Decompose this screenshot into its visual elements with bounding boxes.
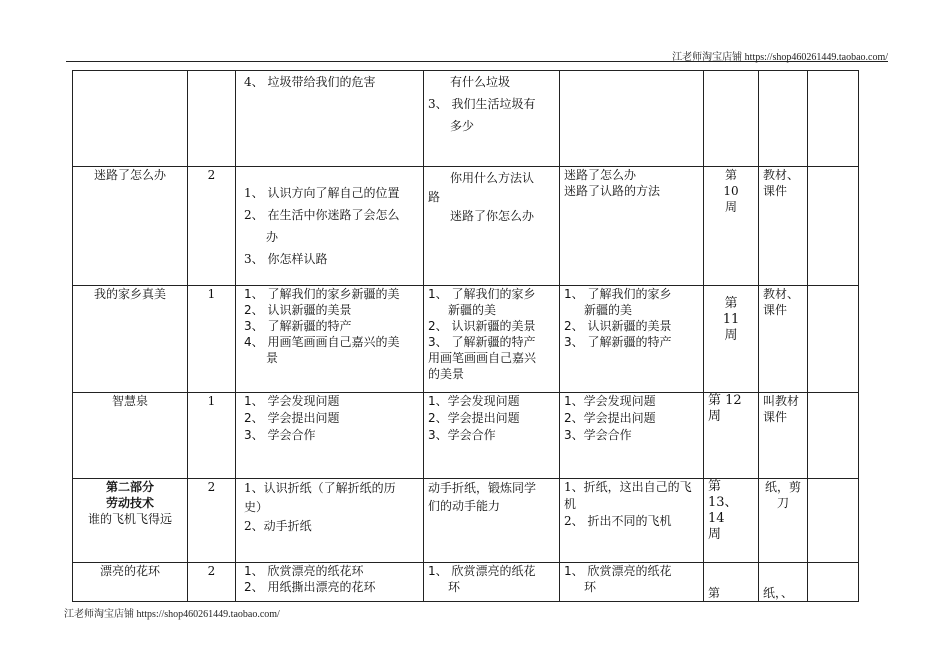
method-line: 用画笔画画自己嘉兴 (428, 351, 537, 365)
section-heading: 第二部分 (105, 480, 154, 494)
notes-cell (808, 71, 859, 167)
content-line: 1、 学会发现问题 (244, 394, 340, 408)
goal-line: 1、 了解我们的家乡 (564, 287, 672, 301)
lesson-title-cell (73, 479, 188, 563)
method-line: 新疆的美 (448, 303, 497, 317)
resource-cell: 叫教材课件 (759, 393, 808, 479)
method-line: 2、 认识新疆的美景 (428, 319, 536, 333)
method-line: 迷路了你怎么办 (450, 209, 535, 223)
content-cell (236, 479, 424, 563)
content-cell (236, 393, 424, 479)
content-line: 1、认识折纸（了解折纸的历 (244, 481, 396, 495)
method-line: 3、学会合作 (428, 428, 496, 442)
content-line: 2、 在生活中你迷路了会怎么 (244, 208, 400, 222)
method-line: 你用什么方法认 (450, 171, 535, 185)
method-line: 有什么垃圾 (450, 75, 511, 89)
footer-shop-link[interactable]: 江老师淘宝店铺 https://shop460261449.taobao.com/ (64, 609, 280, 620)
method-line: 多少 (450, 119, 475, 133)
lesson-title-cell: 我的家乡真美 (73, 286, 188, 393)
week-cell (704, 71, 759, 167)
method-line: 3、 了解新疆的特产 (428, 335, 536, 349)
content-line: 1、 欣赏漂亮的纸花环 (244, 564, 364, 578)
method-cell (424, 563, 560, 602)
week-cell: 第 13、14 周 (704, 479, 759, 563)
lesson-title-cell: 智慧泉 (73, 393, 188, 479)
method-line: 3、 我们生活垃圾有 (428, 97, 536, 111)
week-cell: 第 10 周 (704, 167, 759, 286)
hours-cell: 2 (188, 167, 236, 286)
content-cell (236, 71, 424, 167)
goal-line: 1、 欣赏漂亮的纸花 (564, 564, 672, 578)
content-line: 1、 认识方向了解自己的位置 (244, 186, 400, 200)
goal-line: 3、学会合作 (564, 428, 632, 442)
method-line: 环 (448, 580, 461, 594)
goal-line: 1、学会发现问题 (564, 394, 656, 408)
method-line: 们的动手能力 (428, 499, 501, 513)
hours-cell: 2 (188, 563, 236, 602)
method-cell (424, 393, 560, 479)
lesson-title-cell: 漂亮的花环 (73, 563, 188, 602)
content-line: 史） (244, 500, 269, 514)
content-line: 4、 用画笔画画自己嘉兴的美 (244, 335, 400, 349)
method-line: 1、 了解我们的家乡 (428, 287, 536, 301)
goal-cell (560, 286, 704, 393)
method-line: 1、学会发现问题 (428, 394, 520, 408)
goal-line: 迷路了认路的方法 (564, 184, 661, 198)
week-cell: 第 11 周 (704, 286, 759, 393)
notes-cell (808, 167, 859, 286)
goal-cell (560, 393, 704, 479)
goal-cell (560, 479, 704, 563)
method-cell (424, 286, 560, 393)
goal-cell (560, 71, 704, 167)
teaching-plan-table (72, 70, 859, 602)
method-line: 路 (428, 190, 441, 204)
goal-line: 迷路了怎么办 (564, 168, 637, 182)
week-cell: 第 (704, 563, 759, 602)
content-line: 4、 垃圾带给我们的危害 (244, 75, 376, 89)
content-line: 2、 用纸撕出漂亮的花环 (244, 580, 376, 594)
hours-cell: 1 (188, 393, 236, 479)
header-divider (66, 61, 888, 62)
notes-cell (808, 286, 859, 393)
table-row (73, 167, 859, 286)
resource-cell (759, 71, 808, 167)
goal-line: 环 (584, 580, 597, 594)
goal-line: 1、折纸，这出自己的飞 (564, 480, 692, 494)
notes-cell (808, 393, 859, 479)
lesson-title-cell (73, 71, 188, 167)
table-row (73, 563, 859, 602)
content-line: 1、 了解我们的家乡新疆的美 (244, 287, 400, 301)
goal-cell (560, 167, 704, 286)
method-cell (424, 479, 560, 563)
method-line: 的美景 (428, 367, 465, 381)
goal-line: 2、 折出不同的飞机 (564, 514, 672, 528)
goal-line: 新疆的美 (584, 303, 633, 317)
table-row (73, 479, 859, 563)
goal-line: 机 (564, 497, 577, 511)
lesson-title: 谁的飞机飞得远 (87, 512, 172, 526)
content-cell (236, 167, 424, 286)
week-cell: 第 12 周 (704, 393, 759, 479)
method-line: 1、 欣赏漂亮的纸花 (428, 564, 536, 578)
method-cell (424, 71, 560, 167)
content-cell (236, 286, 424, 393)
method-cell (424, 167, 560, 286)
resource-cell: 教材、课件 (759, 167, 808, 286)
content-line: 3、 了解新疆的特产 (244, 319, 352, 333)
content-line: 景 (266, 351, 279, 365)
notes-cell (808, 563, 859, 602)
resource-cell: 纸，、 (759, 563, 808, 602)
goal-line: 3、 了解新疆的特产 (564, 335, 672, 349)
section-subheading: 劳动技术 (105, 496, 154, 510)
lesson-title-cell: 迷路了怎么办 (73, 167, 188, 286)
table-row (73, 393, 859, 479)
content-line: 办 (266, 230, 279, 244)
resource-cell: 教材、课件 (759, 286, 808, 393)
method-line: 动手折纸，锻炼同学 (428, 481, 537, 495)
goal-cell (560, 563, 704, 602)
content-line: 2、动手折纸 (244, 519, 312, 533)
table-row (73, 286, 859, 393)
table-row (73, 71, 859, 167)
content-line: 3、 学会合作 (244, 428, 316, 442)
hours-cell: 2 (188, 479, 236, 563)
content-line: 2、 认识新疆的美景 (244, 303, 352, 317)
hours-cell (188, 71, 236, 167)
notes-cell (808, 479, 859, 563)
header-shop-link[interactable]: 江老师淘宝店铺 https://shop460261449.taobao.com/ (672, 52, 888, 63)
content-line: 3、 你怎样认路 (244, 252, 328, 266)
resource-cell: 纸，剪刀 (759, 479, 808, 563)
content-cell (236, 563, 424, 602)
goal-line: 2、 认识新疆的美景 (564, 319, 672, 333)
hours-cell: 1 (188, 286, 236, 393)
content-line: 2、 学会提出问题 (244, 411, 340, 425)
method-line: 2、学会提出问题 (428, 411, 520, 425)
goal-line: 2、学会提出问题 (564, 411, 656, 425)
